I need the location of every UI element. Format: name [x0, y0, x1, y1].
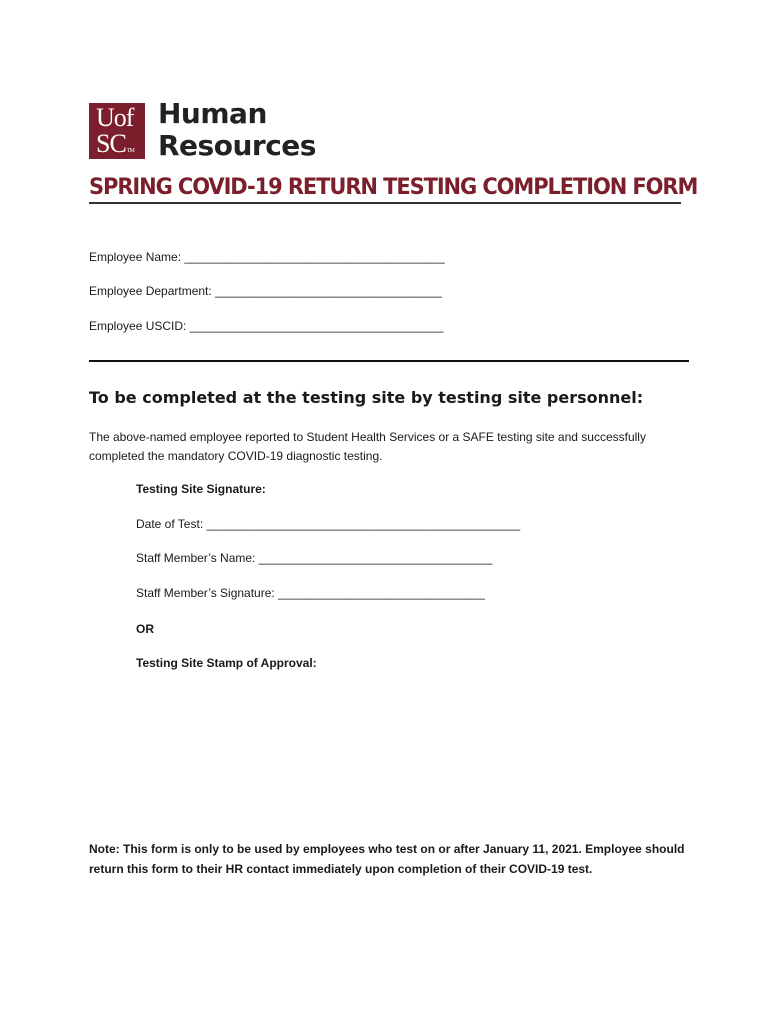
confirmation-paragraph: The above-named employee reported to Student Health Services or a SAFE testing site and successfully completed the mandatory COVID-19 diagnostic testing.	[89, 430, 646, 463]
form-title: SPRING COVID-19 RETURN TESTING COMPLETION FORM	[89, 174, 698, 200]
staff-member-name-field[interactable]: Staff Member’s Name: ___________________________________	[136, 551, 493, 565]
usage-note: Note: This form is only to be used by employees who test on or after January 11, 2021. Employee should return this form to their HR contact immediately upon completion of their COVID-19 test.	[89, 842, 685, 876]
staff-member-signature-field[interactable]: Staff Member’s Signature: _______________________________	[136, 586, 485, 600]
employee-name-field[interactable]: Employee Name: _______________________________________	[89, 250, 445, 264]
logo-text-bottom	[96, 130, 134, 165]
logo-trademark: TM	[126, 148, 134, 154]
testing-site-stamp-label[interactable]: Testing Site Stamp of Approval:	[136, 656, 317, 670]
department-title-line2: Resources	[158, 129, 316, 162]
section-heading: To be completed at the testing site by testing site personnel:	[89, 388, 644, 407]
logo-text-sc: SC	[96, 129, 126, 158]
employee-department-field[interactable]: Employee Department: __________________________________	[89, 284, 442, 298]
department-title	[158, 98, 316, 162]
department-title-line1: Human	[158, 97, 267, 130]
testing-site-signature-label[interactable]: Testing Site Signature:	[136, 482, 266, 496]
date-of-test-field[interactable]: Date of Test: _______________________________________________	[136, 517, 521, 531]
logo-text-top: Uof	[96, 103, 134, 132]
or-label: OR	[136, 622, 154, 636]
title-divider	[89, 202, 681, 204]
employee-uscid-field[interactable]: Employee USCID: ______________________________________	[89, 319, 444, 333]
section-divider	[89, 360, 689, 362]
uofsc-logo	[89, 103, 145, 159]
